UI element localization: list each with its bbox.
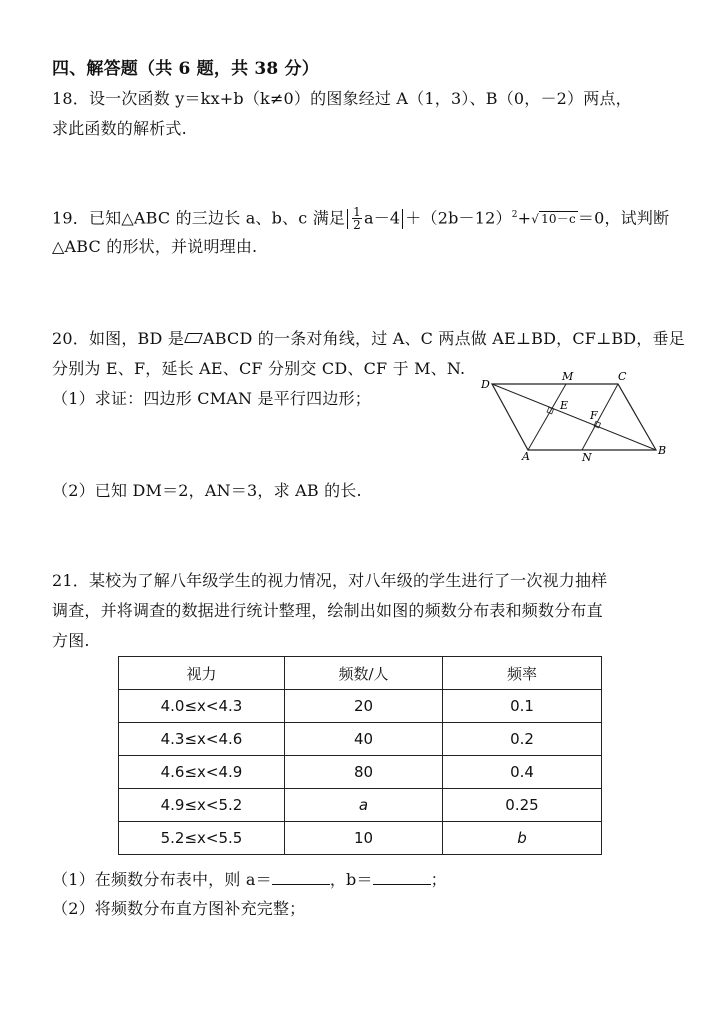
label-b: B [658,444,667,457]
q21-part1 [52,868,447,891]
section-title: 四、解答题（共 6 题，共 38 分） [52,59,319,79]
q19-line1 [52,204,669,231]
q20-line1-post: ABCD 的一条对角线，过 A、C 两点做 AE⊥BD，CF⊥BD，垂足 [203,329,685,348]
parallelogram-icon [184,333,203,343]
q21-part1-mid: ，b＝ [329,870,373,889]
q21-line2: 调查，并将调查的数据进行统计整理，绘制出如图的频数分布表和频数分布直 [52,601,603,620]
cell-count: 10 [285,822,443,855]
segment-am [528,384,569,450]
abs-inner: a－4 [363,208,401,228]
table-row [119,822,602,855]
label-e: E [560,399,569,412]
q21-line3: 方图. [52,631,90,650]
cell-count: 40 [285,723,443,756]
cell-rate: 0.4 [443,756,602,789]
q18-line1: 18．设一次函数 y＝kx+b（k≠0）的图象经过 A（1，3）、B（0，－2）两点， [52,89,632,108]
abs-bar-left [347,209,348,229]
table-row [119,789,602,822]
label-m: M [562,370,574,383]
label-f: F [590,409,598,422]
q20-part1: （1）求证：四边形 CMAN 是平行四边形； [52,389,371,408]
cell-range: 4.6≤x<4.9 [119,756,285,789]
q19-mid: ＋（2b－12） [405,208,512,228]
label-c: C [618,370,627,383]
abs-bar-right [402,209,403,229]
cell-rate: 0.2 [443,723,602,756]
q21-part2: （2）将频数分布直方图补充完整； [52,899,306,918]
sqrt-radicand: 10－c [541,211,576,226]
header-frequency-rate: 频率 [443,657,602,690]
q19-sqrt: √ 10－c [531,211,576,226]
table-header-row [119,657,602,690]
answer-blank-b[interactable] [373,868,431,885]
cell-count: 20 [285,690,443,723]
q21-line1: 21．某校为了解八年级学生的视力情况，对八年级的学生进行了一次视力抽样 [52,571,608,590]
cell-count: 80 [285,756,443,789]
table-row [119,756,602,789]
cell-rate: 0.25 [443,789,602,822]
cell-rate: 0.1 [443,690,602,723]
frequency-table [118,656,602,855]
frac-denominator: 2 [353,218,361,233]
answer-blank-a[interactable] [272,868,330,885]
table-row [119,723,602,756]
q19-line2: △ABC 的形状，并说明理由. [52,237,258,256]
q20-part2: （2）已知 DM＝2，AN＝3，求 AB 的长. [52,481,362,500]
label-d: D [481,378,490,391]
table-row [119,690,602,723]
q19-suffix: ＝0，试判断 [577,208,670,228]
header-vision: 视力 [119,657,285,690]
q21-part1-pre: （1）在频数分布表中，则 a＝ [52,870,272,889]
frac-numerator: 1 [353,205,361,220]
cell-rate: b [443,822,602,855]
q18-line2: 求此函数的解析式. [52,119,187,138]
cell-range: 4.0≤x<4.3 [119,690,285,723]
q20-line1 [52,328,685,350]
diagonal-bd [492,384,656,450]
label-a: A [522,450,530,462]
q20-line1-pre: 20．如图，BD 是 [52,329,185,348]
q19-fraction [352,206,362,231]
cell-range: 4.9≤x<5.2 [119,789,285,822]
q21-part1-post: ； [430,870,447,889]
header-frequency-count: 频数/人 [285,657,443,690]
cell-range: 5.2≤x<5.5 [119,822,285,855]
q19-plus: + [517,208,532,228]
segment-cn [582,384,618,450]
cell-range: 4.3≤x<4.6 [119,723,285,756]
parallelogram-figure [478,362,668,462]
q20-line2: 分别为 E、F，延长 AE、CF 分别交 CD、CF 于 M、N. [52,359,466,378]
label-n: N [582,451,592,462]
q19-exponent: 2 [511,210,518,220]
q19-prefix: 19．已知△ABC 的三边长 a、b、c 满足 [52,208,346,228]
cell-count: a [285,789,443,822]
